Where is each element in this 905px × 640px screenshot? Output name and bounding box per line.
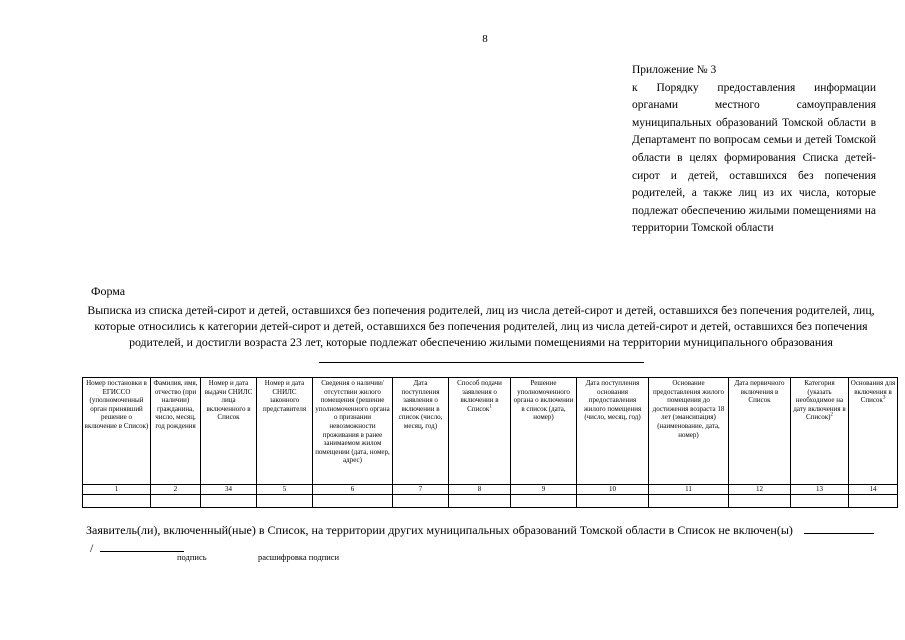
column-number: 5 (257, 485, 313, 495)
signature-line[interactable] (804, 521, 874, 534)
footnote-marker: 1 (489, 404, 492, 410)
table-cell[interactable] (257, 495, 313, 508)
table-cell[interactable] (393, 495, 449, 508)
column-number-row (83, 485, 898, 495)
register-table (82, 377, 898, 508)
table-cell[interactable] (313, 495, 393, 508)
municipality-blank-line[interactable] (319, 350, 644, 363)
decoding-label: расшифровка подписи (258, 552, 340, 562)
column-number: 9 (511, 485, 577, 495)
decoding-line[interactable] (100, 539, 184, 552)
column-header-with-note (449, 378, 511, 485)
applicant-text: Заявитель(ли), включенный(ные) в Список, на территории других муниципальных образований Томской области в Список не включен(ы) (86, 523, 793, 537)
column-number: 6 (313, 485, 393, 495)
column-header: Дата поступления основания предоставления жилого помещения (число, месяц, год) (577, 378, 649, 485)
column-header: Фамилия, имя, отчество (при наличии) гражданина, число, месяц, год рождения (151, 378, 201, 485)
column-header: Основания для включения в Список (850, 379, 896, 405)
column-number: 13 (791, 485, 849, 495)
column-number: 2 (151, 485, 201, 495)
table-cell[interactable] (201, 495, 257, 508)
column-header: Основание предоставления жилого помещения до достижения возраста 18 лет (эмансипация) (наименование, дата, номер) (649, 378, 729, 485)
column-number: 7 (393, 485, 449, 495)
table-cell[interactable] (729, 495, 791, 508)
column-header: Решение уполномоченного органа о включении в список (дата, номер) (511, 378, 577, 485)
column-header: Номер и дата СНИЛС законного представителя (257, 378, 313, 485)
appendix-block (632, 62, 876, 238)
column-header: Способ подачи заявления о включении в Список (457, 379, 502, 413)
table-cell[interactable] (151, 495, 201, 508)
table-cell[interactable] (449, 495, 511, 508)
column-number: 10 (577, 485, 649, 495)
table-row (83, 495, 898, 508)
footnote-marker: 2 (830, 413, 833, 419)
table-cell[interactable] (849, 495, 898, 508)
document-heading (86, 302, 876, 367)
footnote-marker: 3 (882, 395, 886, 401)
column-header: Дата поступления заявления о включении в список (число, месяц, год) (393, 378, 449, 485)
appendix-title: Приложение № 3 (632, 64, 717, 76)
table-cell[interactable] (577, 495, 649, 508)
column-header: Номер и дата выдачи СНИЛС лица включенного в Список (201, 378, 257, 485)
table-cell[interactable] (83, 495, 151, 508)
column-number: 8 (449, 485, 511, 495)
signature-separator: / (90, 541, 94, 555)
column-header: Сведения о наличии/отсутствии жилого помещения (решение уполномоченного органа о признании невозможности проживания в ранее занимаемом жилом помещении (дата, номер, адрес) (313, 378, 393, 485)
signature-label: подпись (177, 552, 207, 562)
table-cell[interactable] (791, 495, 849, 508)
column-number: 14 (849, 485, 898, 495)
table-cell[interactable] (649, 495, 729, 508)
column-number: 12 (729, 485, 791, 495)
table-header-row (83, 378, 898, 485)
column-header: Номер постановки в ЕГИССО (уполномоченный орган принявший решение о включение в Список) (83, 378, 151, 485)
column-number: 34 (201, 485, 257, 495)
table-cell[interactable] (511, 495, 577, 508)
heading-text: Выписка из списка детей-сирот и детей, оставшихся без попечения родителей, лиц из числа детей-сирот и детей, оставшихся без попечения родителей, лиц, которые относились к категории детей-сирот и детей, оставшихся без попечения родителей, лиц из числа детей-сирот и детей, оставшихся без попечения родителей, и достигли возраста 23 лет, которые подлежат обеспечению жилыми помещениями на территории муниципального образования (87, 303, 875, 349)
column-header-with-note (849, 378, 898, 485)
column-header-with-note (791, 378, 849, 485)
form-label: Форма (91, 284, 126, 298)
page-number: 8 (482, 33, 488, 45)
column-number: 11 (649, 485, 729, 495)
appendix-body: к Порядку предоставления информации органами местного самоуправления муниципальных образований Томской области в Департамент по вопросам семьи и детей Томской области в целях формирования Списка детей-сирот и детей, оставшихся без попечения родителей, а также лиц из их числа, которые подлежат обеспечению жилыми помещениями на территории Томской области (632, 81, 876, 235)
column-header: Категория (указать необходимое на дату включения в Список) (793, 379, 846, 422)
column-header: Дата первичного включения в Список (729, 378, 791, 485)
column-number: 1 (83, 485, 151, 495)
